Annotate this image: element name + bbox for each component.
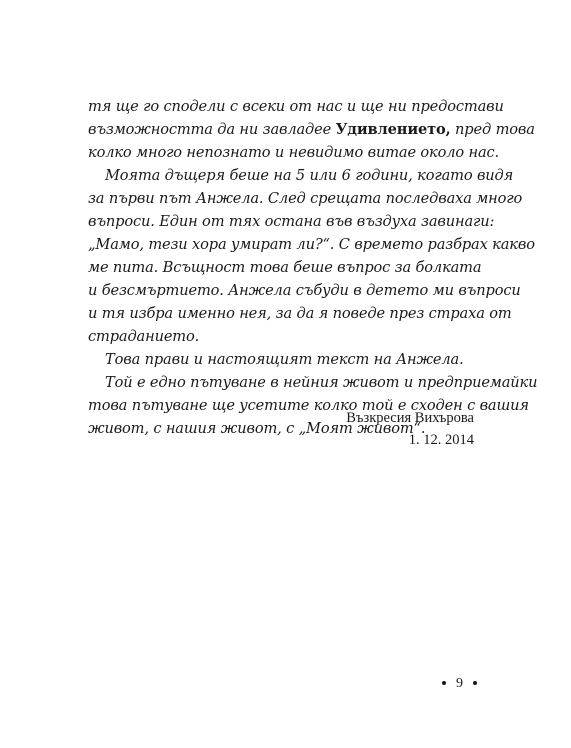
text-line: Той е едно пътуване в нейния живот и предприемайки — [105, 374, 538, 391]
text-line: и безсмъртието. Анжела събуди в детето ми въпроси — [88, 282, 521, 299]
text-line: Това прави и настоящият текст на Анжела. — [105, 351, 464, 368]
author-name: Възкресия Вихърова — [346, 410, 474, 426]
text-line: тя ще го сподели с всеки от нас и ще ни предостави — [88, 98, 504, 115]
text-line: ме пита. Всъщност това беше въпрос за болката — [88, 259, 482, 276]
text-line: „Мамо, тези хора умират ли?“. С времето разбрах какво — [88, 236, 535, 253]
page-number: 9 — [456, 676, 463, 691]
text-segment: възможността да ни завладее — [88, 121, 336, 138]
bullet-dot-icon — [473, 681, 477, 685]
text-line: въпроси. Един от тях остана във въздуха завинаги: — [88, 213, 495, 230]
text-line: живот, с нашия живот, с „Моят живот“. — [88, 420, 426, 437]
signature-date: 1. 12. 2014 — [408, 432, 474, 448]
text-line — [88, 118, 535, 141]
body-text — [88, 95, 538, 440]
text-line: за първи път Анжела. След срещата последваха много — [88, 190, 523, 207]
emphasized-word: Удивлението, — [335, 121, 451, 138]
bullet-dot-icon — [442, 681, 446, 685]
page-footer — [432, 676, 487, 692]
text-line: това пътуване ще усетите колко той е сходен с вашия — [88, 397, 529, 414]
text-line: страданието. — [88, 328, 200, 345]
text-line: и тя избра именно нея, за да я поведе през страха от — [88, 305, 512, 322]
text-segment: пред това — [450, 121, 535, 138]
text-line: колко много непознато и невидимо витае около нас. — [88, 144, 500, 161]
signature-block — [346, 407, 474, 451]
text-line: Моята дъщеря беше на 5 или 6 години, когато видя — [105, 167, 514, 184]
